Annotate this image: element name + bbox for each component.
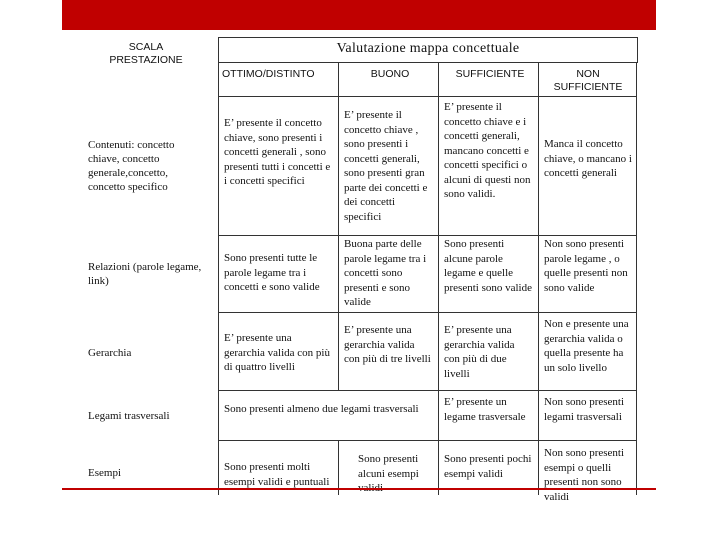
- cell-gerarchia-buono: E’ presente una gerarchia valida con più di tre livelli: [344, 324, 431, 365]
- column-header-non-sufficiente: NON SUFFICIENTE: [553, 68, 623, 93]
- grid-hline-row4: [218, 440, 637, 441]
- cell-legami-non-sufficiente: Non sono presenti legami trasversali: [544, 396, 625, 423]
- bottom-accent-line: [62, 488, 656, 490]
- row-label-esempi: Esempi: [88, 467, 121, 479]
- column-header-ottimo: OTTIMO/DISTINTO: [222, 68, 315, 80]
- grid-vline-1b: [218, 235, 219, 495]
- row-label-contenuti: Contenuti: concetto chiave, concetto generale,concetto, concetto specifico: [88, 139, 175, 193]
- grid-vline-5: [636, 63, 637, 495]
- row-label-gerarchia: Gerarchia: [88, 347, 132, 359]
- grid-vline-2: [338, 63, 339, 390]
- cell-contenuti-ottimo: E’ presente il concetto chiave, sono presenti i concetti generali , sono presenti tutti i concetti e i concetti specifici: [224, 117, 331, 187]
- cell-esempi-ottimo: Sono presenti molti esempi validi e puntuali: [224, 461, 330, 488]
- cell-gerarchia-ottimo: E’ presente una gerarchia valida con più di quattro livelli: [224, 332, 330, 373]
- cell-contenuti-buono: E’ presente il concetto chiave , sono presenti i concetti generali, sono presenti gran parte dei concetti e dei concetti specifici: [344, 109, 428, 223]
- cell-relazioni-buono: Buona parte delle parole legame tra i concetti sono presenti e sono valide: [344, 238, 427, 308]
- table-title: Valutazione mappa concettuale: [336, 41, 520, 56]
- cell-legami-sufficiente: E’ presente un legame trasversale: [444, 396, 526, 423]
- top-accent-bar: [62, 0, 656, 30]
- grid-vline-1: [218, 63, 219, 235]
- cell-gerarchia-non-sufficiente: Non e presente una gerarchia valida o quella presente ha un solo livello: [544, 318, 629, 374]
- grid-hline-row2: [218, 312, 637, 313]
- scale-label: SCALA PRESTAZIONE: [109, 41, 183, 66]
- cell-esempi-sufficiente: Sono presenti pochi esempi validi: [444, 453, 532, 480]
- cell-relazioni-sufficiente: Sono presenti alcune parole legame e quelle presenti sono valide: [444, 238, 532, 294]
- grid-vline-2b: [338, 440, 339, 495]
- column-header-buono: BUONO: [370, 68, 410, 80]
- cell-contenuti-non-sufficiente: Manca il concetto chiave, o mancano i concetti generali: [544, 138, 632, 179]
- grid-hline-row3: [218, 390, 637, 391]
- cell-relazioni-ottimo: Sono presenti tutte le parole legame tra i concetti e sono valide: [224, 252, 320, 293]
- cell-esempi-non-sufficiente: Non sono presenti esempi o quelli presenti non sono validi: [544, 447, 625, 503]
- grid-hline-header: [218, 96, 637, 97]
- column-header-sufficiente: SUFFICIENTE: [455, 68, 525, 80]
- cell-contenuti-sufficiente: E’ presente il concetto chiave e i concetti generali, mancano concetti e concetti specifici o alcuni di questi non sono validi.: [444, 101, 531, 200]
- grid-vline-4: [538, 63, 539, 495]
- cell-relazioni-non-sufficiente: Non sono presenti parole legame , o quelle presenti non sono valide: [544, 238, 628, 294]
- cell-esempi-buono: Sono presenti alcuni esempi: [358, 453, 419, 480]
- cell-legami-ottimo-buono: Sono presenti almeno due legami trasversali: [224, 403, 419, 415]
- grid-hline-row1: [218, 235, 637, 236]
- grid-vline-3: [438, 63, 439, 495]
- cell-gerarchia-sufficiente: E’ presente una gerarchia valida con più di due livelli: [444, 324, 515, 380]
- row-label-legami: Legami trasversali: [88, 410, 170, 422]
- row-label-relazioni: Relazioni (parole legame, link): [88, 261, 202, 287]
